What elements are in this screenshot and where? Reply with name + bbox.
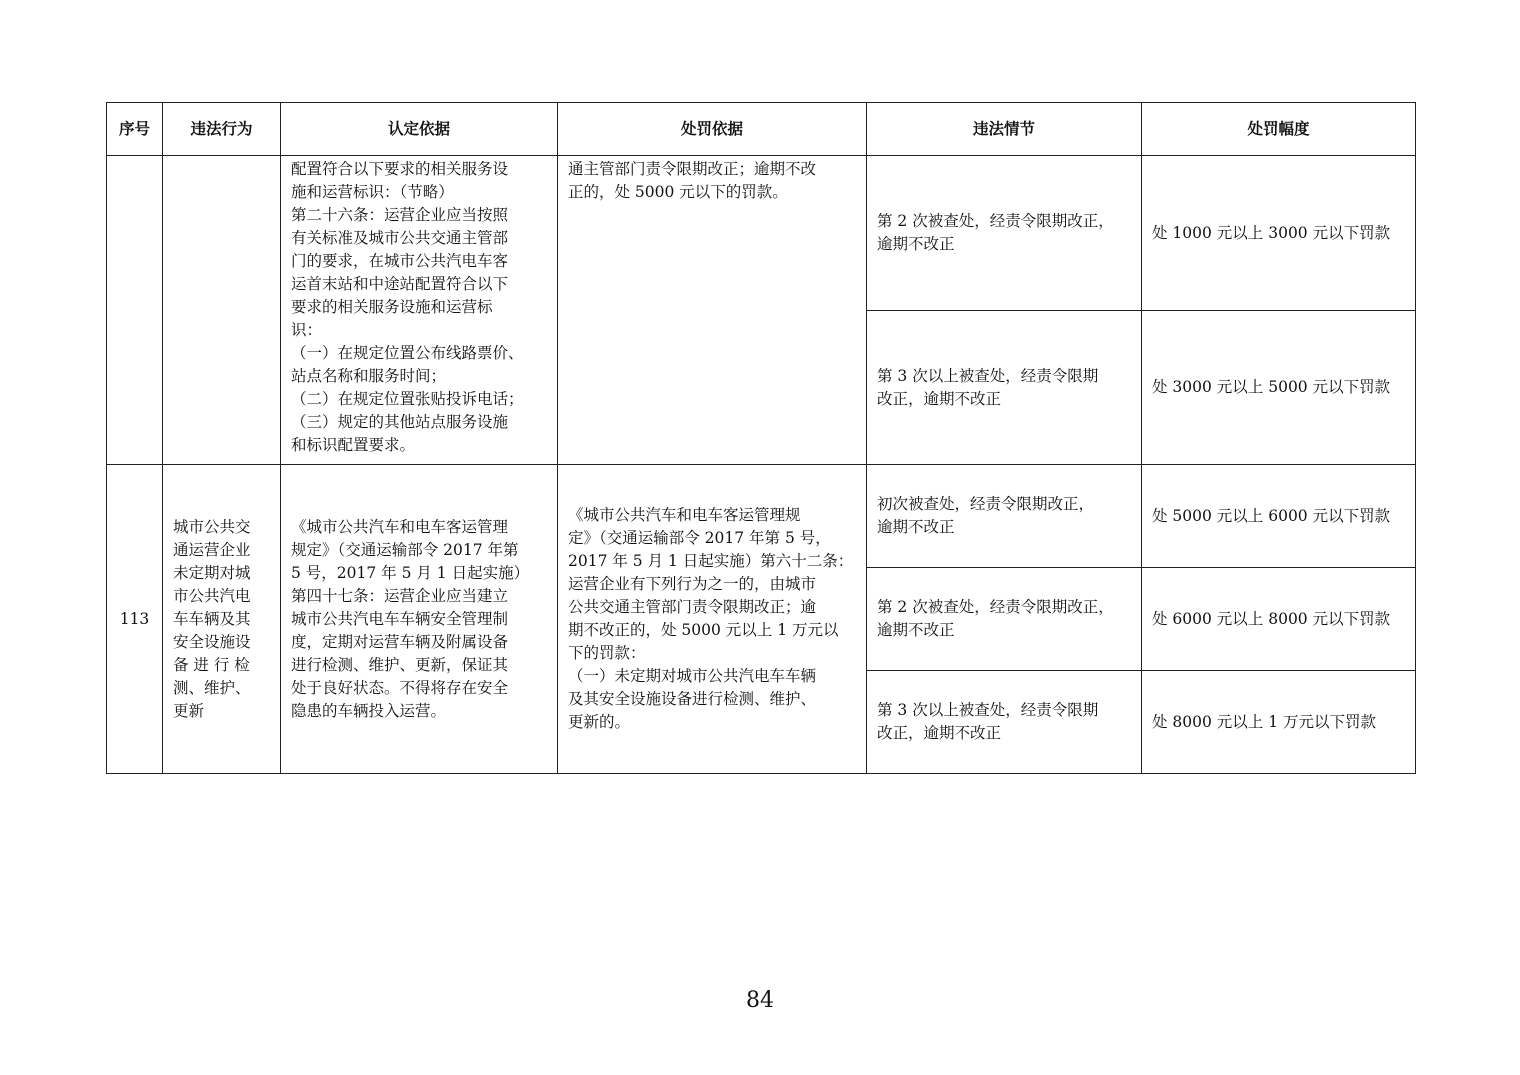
- penalty-table: [106, 102, 1416, 774]
- cell-basis-identify: 配置符合以下要求的相关服务设 施和运营标识：（节略） 第二十六条：运营企业应当按照 有关标准及城市公共交通主管部 门的要求，在城市公共汽电车客 运首末站和中途站配置符合以下 要求的相关服务设施和运营标 识： （一）在规定位置公布线路票价、 站点名称和服务时间； （二）在规定位置张贴投诉电话； （三）规定的其他站点服务设施 和标识配置要求。: [281, 156, 558, 465]
- header-behavior: 违法行为: [163, 103, 281, 156]
- header-circumstance: 违法情节: [867, 103, 1142, 156]
- cell-basis-identify: 《城市公共汽车和电车客运管理 规定》（交通运输部令 2017 年第 5 号，2017 年 5 月 1 日起实施） 第四十七条：运营企业应当建立 城市公共汽电车车辆安全管理制 度，定期对运营车辆及附属设备 进行检测、维护、更新，保证其 处于良好状态。不得将存在安全 隐患的车辆投入运营。: [281, 465, 558, 774]
- cell-range: 处 3000 元以上 5000 元以下罚款: [1142, 311, 1416, 465]
- header-seq: 序号: [107, 103, 163, 156]
- header-range: 处罚幅度: [1142, 103, 1416, 156]
- header-basis-identify: 认定依据: [281, 103, 558, 156]
- table-row: [107, 156, 1416, 311]
- table-row: [107, 465, 1416, 568]
- cell-circumstance: 第 2 次被查处，经责令限期改正， 逾期不改正: [867, 568, 1142, 671]
- cell-behavior: [163, 156, 281, 465]
- cell-range: 处 6000 元以上 8000 元以下罚款: [1142, 568, 1416, 671]
- cell-circumstance: 第 3 次以上被查处，经责令限期 改正，逾期不改正: [867, 671, 1142, 774]
- header-basis-penalty: 处罚依据: [558, 103, 867, 156]
- cell-circumstance: 第 2 次被查处，经责令限期改正， 逾期不改正: [867, 156, 1142, 311]
- page-number: 84: [746, 988, 774, 1013]
- table-header-row: [107, 103, 1416, 156]
- cell-range: 处 8000 元以上 1 万元以下罚款: [1142, 671, 1416, 774]
- cell-circumstance: 第 3 次以上被查处，经责令限期 改正，逾期不改正: [867, 311, 1142, 465]
- cell-seq: [107, 156, 163, 465]
- cell-basis-penalty: 《城市公共汽车和电车客运管理规 定》（交通运输部令 2017 年第 5 号， 2017 年 5 月 1 日起实施）第六十二条： 运营企业有下列行为之一的，由城市 公共交通主管部门责令限期改正；逾 期不改正的，处 5000 元以上 1 万元以 下的罚款： （一）未定期对城市公共汽电车车辆 及其安全设施设备进行检测、维护、 更新的。: [558, 465, 867, 774]
- cell-seq: 113: [107, 465, 163, 774]
- cell-basis-penalty: 通主管部门责令限期改正；逾期不改 正的，处 5000 元以下的罚款。: [558, 156, 867, 465]
- cell-range: 处 5000 元以上 6000 元以下罚款: [1142, 465, 1416, 568]
- cell-circumstance: 初次被查处，经责令限期改正， 逾期不改正: [867, 465, 1142, 568]
- cell-behavior: 城市公共交 通运营企业 未定期对城 市公共汽电 车车辆及其 安全设施设 备 进 行 检 测、维护、 更新: [163, 465, 281, 774]
- cell-range: 处 1000 元以上 3000 元以下罚款: [1142, 156, 1416, 311]
